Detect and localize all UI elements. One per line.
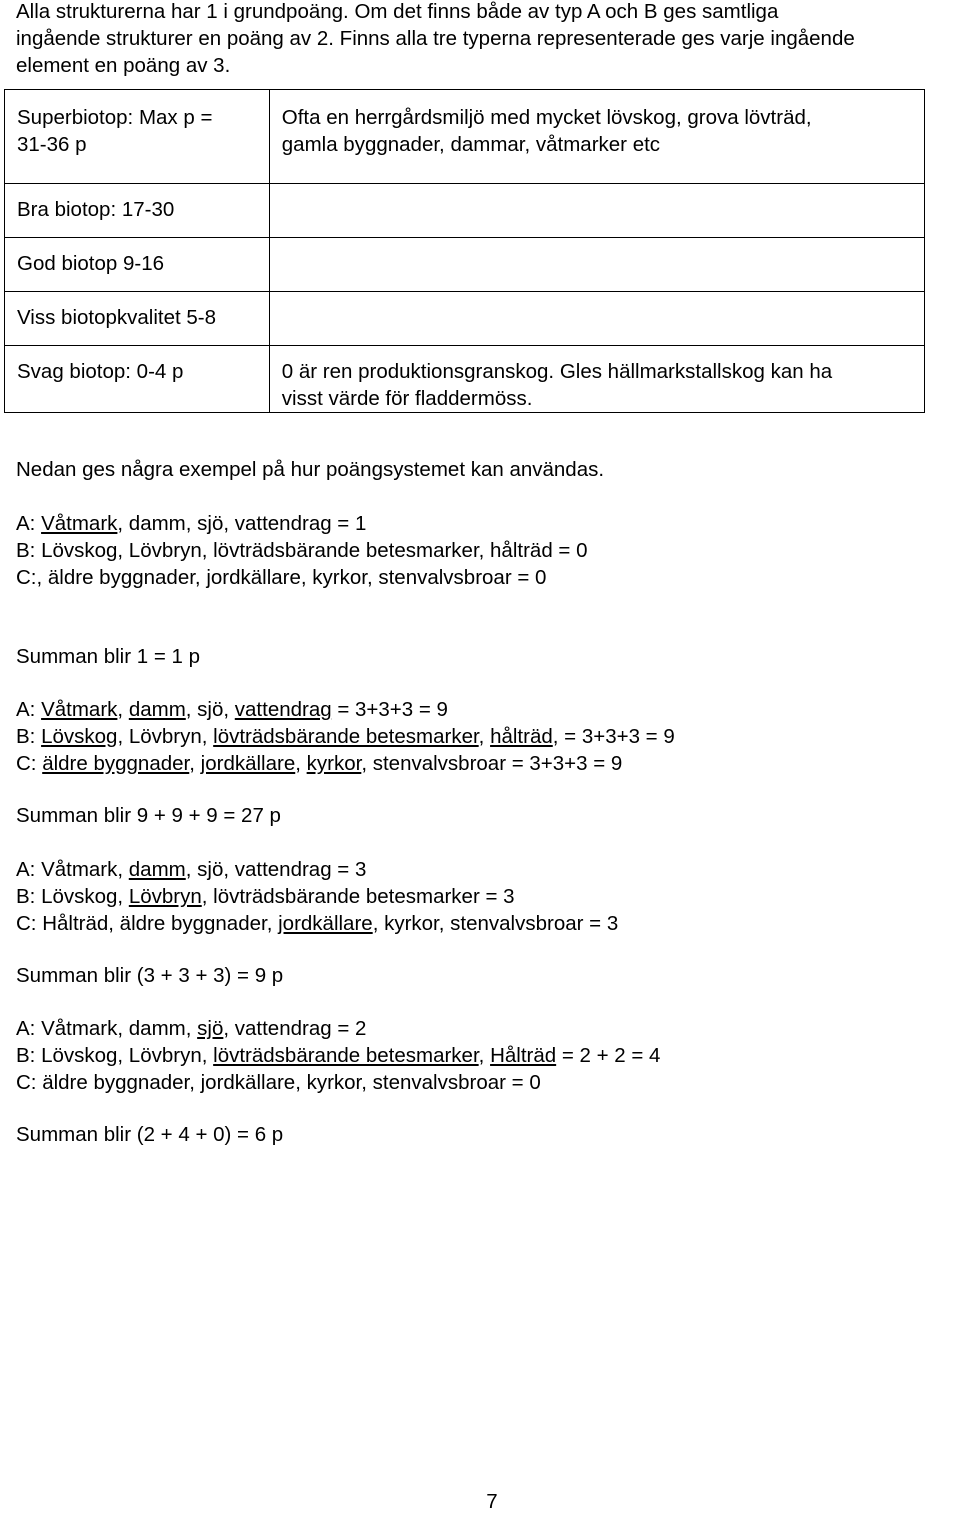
underlined-term: Hålträd xyxy=(490,1044,557,1067)
example-2 xyxy=(16,696,675,777)
underlined-term: vattendrag xyxy=(234,698,332,721)
example-line-c: C: Hålträd, äldre byggnader, jordkällare, kyrkor, stenvalvsbroar = 3 xyxy=(16,912,619,935)
intro-line: element en poäng av 3. xyxy=(16,54,231,77)
table-cell-description xyxy=(269,238,924,292)
table-cell-description xyxy=(269,90,924,184)
underlined-term: kyrkor xyxy=(306,752,362,775)
table-row xyxy=(5,184,925,238)
underlined-term: sjö xyxy=(197,1017,224,1040)
table-cell-description xyxy=(269,346,924,413)
table-cell-category xyxy=(5,292,270,346)
table-cell-description xyxy=(269,184,924,238)
underlined-term: jordkällare xyxy=(278,912,373,935)
sum-text: Summan blir 9 + 9 + 9 = 27 p xyxy=(16,804,281,827)
examples-intro xyxy=(16,456,604,483)
description-text: Ofta en herrgårdsmiljö med mycket lövskog, grova lövträd, xyxy=(281,106,812,129)
category-label: Bra biotop: 17-30 xyxy=(17,198,175,221)
underlined-term: lövträdsbärande betesmarker xyxy=(213,725,479,748)
sum-text: Summan blir (2 + 4 + 0) = 6 p xyxy=(16,1123,284,1146)
underlined-term: jordkällare xyxy=(200,752,296,775)
category-label: 31-36 p xyxy=(17,133,87,156)
table-cell-category xyxy=(5,90,270,184)
example-line-b: B: Lövskog, Lövbryn, lövträdsbärande betesmarker, Hålträd = 2 + 2 = 4 xyxy=(16,1044,661,1067)
underlined-term: Våtmark xyxy=(41,512,118,535)
category-label: God biotop 9-16 xyxy=(17,252,165,275)
example-line-b: B: Lövskog, Lövbryn, lövträdsbärande betesmarker = 3 xyxy=(16,885,515,908)
example-line-c: C: äldre byggnader, jordkällare, kyrkor, stenvalvsbroar = 3+3+3 = 9 xyxy=(16,752,623,775)
intro-line: Alla strukturerna har 1 i grundpoäng. Om det finns både av typ A och B ges samtliga xyxy=(16,0,779,23)
intro-paragraph xyxy=(16,0,960,79)
sum-text: Summan blir 1 = 1 p xyxy=(16,645,201,668)
description-text: gamla byggnader, dammar, våtmarker etc xyxy=(281,133,661,156)
biotope-table xyxy=(4,89,925,413)
underlined-term: hålträd xyxy=(490,725,553,748)
description-text xyxy=(270,238,924,250)
description-text xyxy=(270,184,924,196)
description-text: 0 är ren produktionsgranskog. Gles hällmarkstallskog kan ha xyxy=(281,360,833,383)
page-number: 7 xyxy=(486,1490,498,1513)
table-cell-category xyxy=(5,346,270,413)
example-line-b: B: Lövskog, Lövbryn, lövträdsbärande betesmarker, hålträd = 0 xyxy=(16,539,588,562)
description-text: visst värde för fladdermöss. xyxy=(281,387,533,410)
example-line-a: A: Våtmark, damm, sjö, vattendrag = 3+3+3 = 9 xyxy=(16,698,448,721)
category-label: Svag biotop: 0-4 p xyxy=(17,360,184,383)
table-row xyxy=(5,90,925,184)
example-line-a: A: Våtmark, damm, sjö, vattendrag = 3 xyxy=(16,858,367,881)
table-row xyxy=(5,238,925,292)
example-line-a: A: Våtmark, damm, sjö, vattendrag = 1 xyxy=(16,512,367,535)
table-cell-description xyxy=(269,292,924,346)
underlined-term: Lövbryn xyxy=(128,885,202,908)
category-label: Superbiotop: Max p = xyxy=(17,106,213,129)
category-label: Viss biotopkvalitet 5-8 xyxy=(17,306,217,329)
example-line-c: C:, äldre byggnader, jordkällare, kyrkor, stenvalvsbroar = 0 xyxy=(16,566,547,589)
underlined-term: Lövskog xyxy=(41,725,118,748)
example-4 xyxy=(16,1015,660,1096)
underlined-term: Våtmark xyxy=(41,698,118,721)
example-3 xyxy=(16,856,618,937)
sum-text: Summan blir (3 + 3 + 3) = 9 p xyxy=(16,964,284,987)
example-1 xyxy=(16,510,587,591)
underlined-term: damm xyxy=(128,698,186,721)
description-text xyxy=(270,292,924,304)
underlined-term: äldre byggnader xyxy=(42,752,190,775)
example-line-a: A: Våtmark, damm, sjö, vattendrag = 2 xyxy=(16,1017,367,1040)
examples-intro-text: Nedan ges några exempel på hur poängsystemet kan användas. xyxy=(16,458,605,481)
underlined-term: lövträdsbärande betesmarker xyxy=(213,1044,479,1067)
example-1-sum xyxy=(16,643,200,670)
example-2-sum xyxy=(16,802,281,829)
table-cell-category xyxy=(5,238,270,292)
example-line-b: B: Lövskog, Lövbryn, lövträdsbärande betesmarker, hålträd, = 3+3+3 = 9 xyxy=(16,725,675,748)
table-row xyxy=(5,346,925,413)
underlined-term: damm xyxy=(128,858,186,881)
example-line-c: C: äldre byggnader, jordkällare, kyrkor, stenvalvsbroar = 0 xyxy=(16,1071,541,1094)
intro-line: ingående strukturer en poäng av 2. Finns alla tre typerna representerade ges varje ingående xyxy=(16,27,855,50)
table-cell-category xyxy=(5,184,270,238)
example-4-sum xyxy=(16,1121,283,1148)
example-3-sum xyxy=(16,962,283,989)
table-row xyxy=(5,292,925,346)
